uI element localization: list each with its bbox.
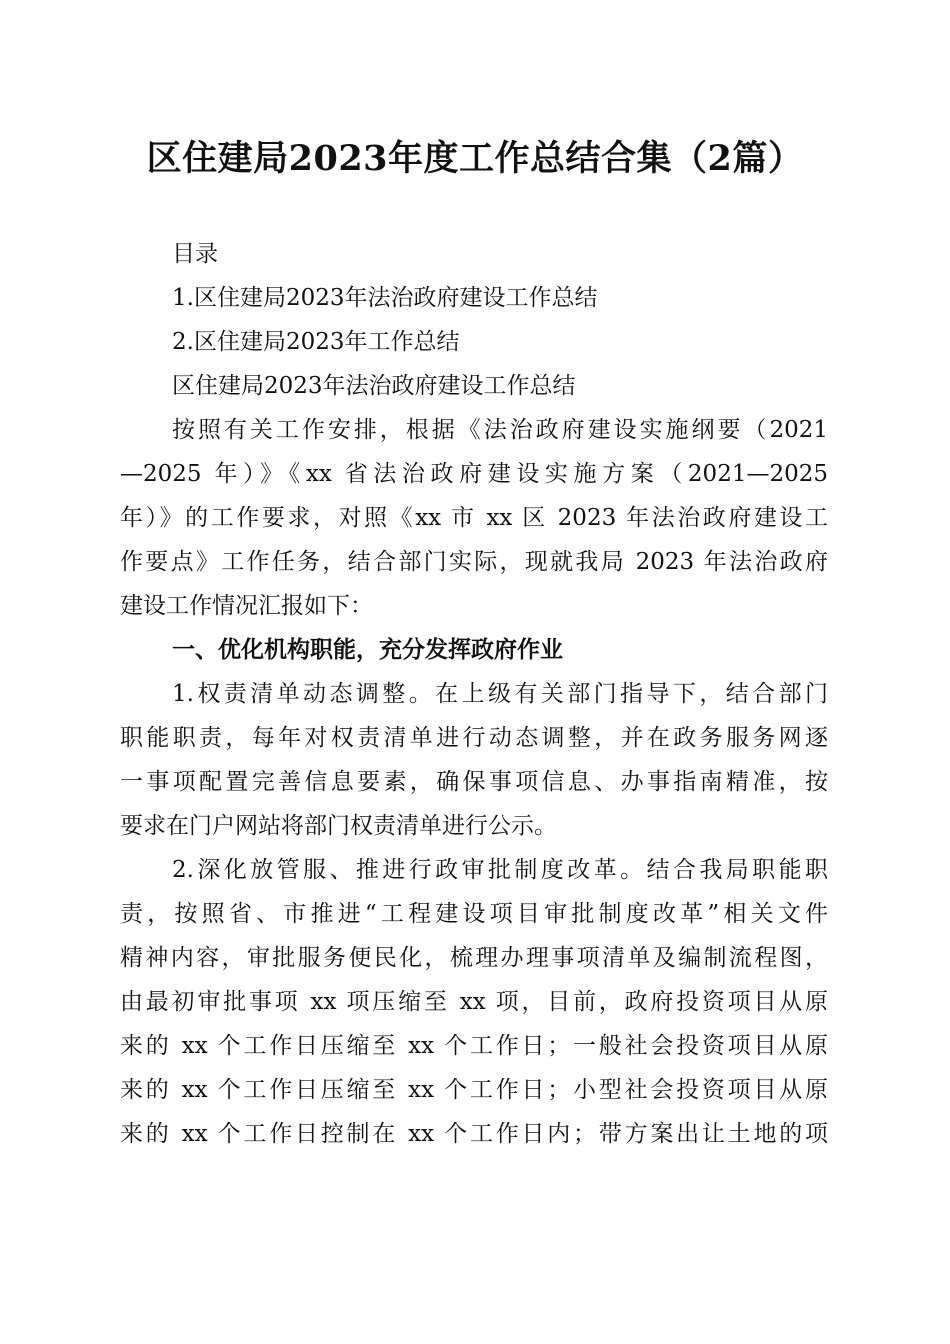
para2-line-3: 精神内容，审批服务便民化，梳理办理事项清单及编制流程图， xyxy=(120,945,828,971)
intro-line-1: 按照有关工作安排，根据《法治政府建设实施纲要（2021 xyxy=(172,417,828,443)
para2-line-1: 2.深化放管服、推进行政审批制度改革。结合我局职能职 xyxy=(172,857,828,883)
para2-line-2: 责，按照省、市推进“工程建设项目审批制度改革”相关文件 xyxy=(120,901,828,927)
document-body xyxy=(120,232,828,1156)
para1-line-2: 职能职责，每年对权责清单进行动态调整，并在政务服务网逐 xyxy=(120,725,828,751)
para2-line-5: 来的 xx 个工作日压缩至 xx 个工作日；一般社会投资项目从原 xyxy=(120,1033,828,1059)
toc-item-1: 1.区住建局2023年法治政府建设工作总结 xyxy=(172,285,598,311)
toc-heading: 目录 xyxy=(172,241,218,267)
para2-line-4: 由最初审批事项 xx 项压缩至 xx 项，目前，政府投资项目从原 xyxy=(120,989,828,1015)
article-title: 区住建局2023年法治政府建设工作总结 xyxy=(172,373,576,399)
intro-line-5: 建设工作情况汇报如下： xyxy=(120,593,373,619)
para1-line-4: 要求在门户网站将部门权责清单进行公示。 xyxy=(120,813,557,839)
toc-item-2: 2.区住建局2023年工作总结 xyxy=(172,329,460,355)
section-heading: 一、优化机构职能，充分发挥政府作业 xyxy=(172,637,563,663)
intro-line-3: 年）》的工作要求，对照《xx 市 xx 区 2023 年法治政府建设工 xyxy=(120,505,828,531)
para1-line-3: 一事项配置完善信息要素，确保事项信息、办事指南精准，按 xyxy=(120,769,828,795)
document-title: 区住建局2023年度工作总结合集（2篇） xyxy=(146,138,804,179)
para1-line-1: 1.权责清单动态调整。在上级有关部门指导下，结合部门 xyxy=(172,681,828,707)
para2-line-6: 来的 xx 个工作日压缩至 xx 个工作日；小型社会投资项目从原 xyxy=(120,1077,828,1103)
intro-line-4: 作要点》工作任务，结合部门实际，现就我局 2023 年法治政府 xyxy=(120,549,828,575)
intro-line-2: —2025 年）》《xx 省法治政府建设实施方案（2021—2025 xyxy=(120,461,828,487)
para2-line-7: 来的 xx 个工作日控制在 xx 个工作日内；带方案出让土地的项 xyxy=(120,1121,828,1147)
